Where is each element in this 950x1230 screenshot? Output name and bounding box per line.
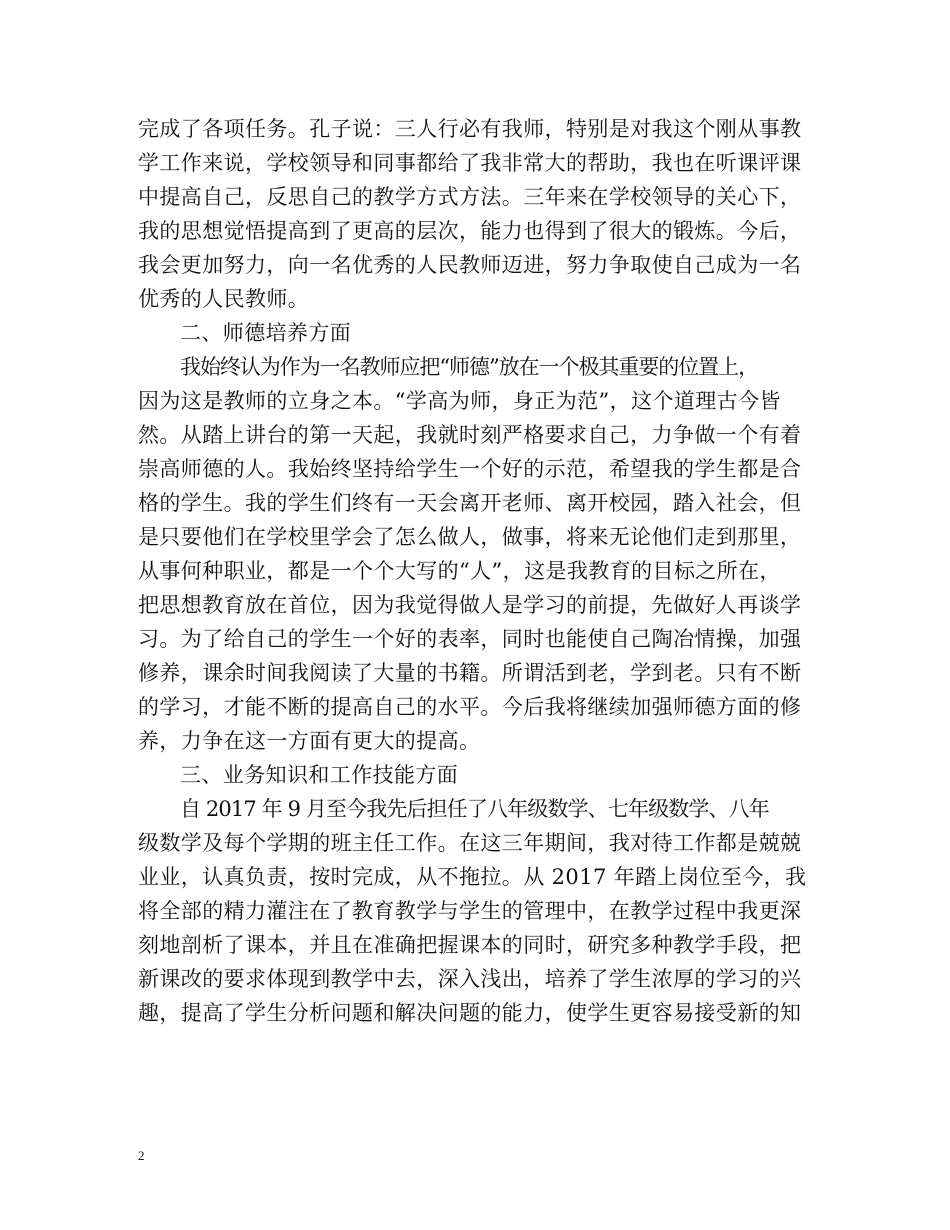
text-line: 级数学及每个学期的班主任工作。在这三年期间，我对待工作都是兢兢 <box>138 831 802 855</box>
text-line: 习。为了给自己的学生一个好的表率，同时也能使自己陶冶情操，加强 <box>138 627 802 651</box>
text-line: 把思想教育放在首位，因为我觉得做人是学习的前提，先做好人再谈学 <box>138 593 802 617</box>
text-line: 中提高自己，反思自己的教学方式方法。三年来在学校领导的关心下， <box>138 185 802 209</box>
text-line: 因为这是教师的立身之本。“学高为师，身正为范”，这个道理古今皆 <box>138 389 781 413</box>
text-line: 崇高师德的人。我始终坚持给学生一个好的示范，希望我的学生都是合 <box>138 457 802 481</box>
text-line: 是只要他们在学校里学会了怎么做人，做事，将来无论他们走到那里， <box>138 525 802 549</box>
text-line: 从事何种职业，都是一个个大写的“人”，这是我教育的目标之所在， <box>138 559 781 583</box>
text-line: 业业，认真负责，按时完成，从不拖拉。从 2017 年踏上岗位至今，我 <box>138 865 807 889</box>
page-number: 2 <box>138 1148 145 1163</box>
section-heading-professional-skills: 三、业务知识和工作技能方面 <box>180 763 459 787</box>
text-line: 格的学生。我的学生们终有一天会离开老师、离开校园，踏入社会，但 <box>138 491 802 515</box>
text-line: 将全部的精力灌注在了教育教学与学生的管理中，在教学过程中我更深 <box>138 899 802 923</box>
text-line: 然。从踏上讲台的第一天起，我就时刻严格要求自己，力争做一个有着 <box>138 423 802 447</box>
text-line: 的学习，才能不断的提高自己的水平。今后我将继续加强师德方面的修 <box>138 695 802 719</box>
text-line: 趣，提高了学生分析问题和解决问题的能力，使学生更容易接受新的知 <box>138 1001 802 1025</box>
text-line: 完成了各项任务。孔子说：三人行必有我师，特别是对我这个刚从事教 <box>138 117 802 141</box>
text-line: 修养，课余时间我阅读了大量的书籍。所谓活到老，学到老。只有不断 <box>138 661 802 685</box>
text-line: 新课改的要求体现到教学中去，深入浅出，培养了学生浓厚的学习的兴 <box>138 967 802 991</box>
text-line: 优秀的人民教师。 <box>138 287 310 311</box>
text-line: 我的思想觉悟提高到了更高的层次，能力也得到了很大的锻炼。今后， <box>138 219 802 243</box>
text-line: 养，力争在这一方面有更大的提高。 <box>138 729 481 753</box>
text-line: 自 2017 年 9 月至今我先后担任了八年级数学、七年级数学、八年 <box>180 797 769 821</box>
text-line: 我会更加努力，向一名优秀的人民教师迈进，努力争取使自己成为一名 <box>138 253 802 277</box>
section-heading-teacher-ethics: 二、师德培养方面 <box>180 321 352 345</box>
text-line: 学工作来说，学校领导和同事都给了我非常大的帮助，我也在听课评课 <box>138 151 802 175</box>
text-line: 刻地剖析了课本，并且在准确把握课本的同时，研究多种教学手段，把 <box>138 933 802 957</box>
text-line: 我始终认为作为一名教师应把“师德”放在一个极其重要的位置上， <box>180 355 759 379</box>
